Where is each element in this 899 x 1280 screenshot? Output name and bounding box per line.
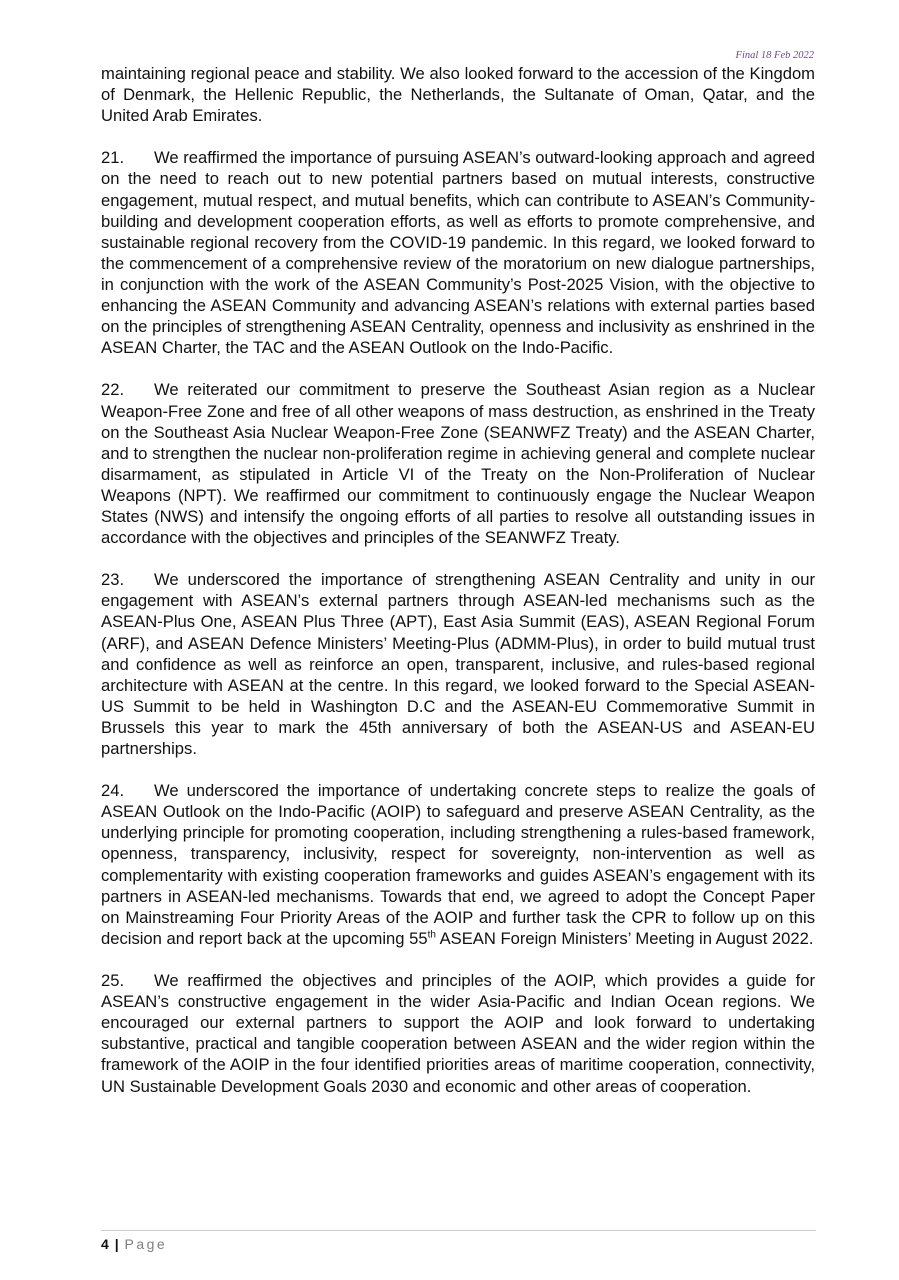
paragraph-21 [101,147,815,358]
paragraph-23 [101,569,815,759]
paragraph-number: 25. [101,971,125,991]
footer-separator: | [114,1236,119,1252]
document-body [101,63,815,1118]
paragraph-text: We reaffirmed the importance of pursuing ASEAN’s outward-looking approach and agreed on the need to reach out to new potential partners based on mutual interests, constructive engagement, mutual respect, and mutual benefits, which can contribute to ASEAN’s Community-building and development cooperation efforts, as well as efforts to promote comprehensive, and sustainable regional recovery from the COVID-19 pandemic. In this regard, we looked forward to the commencement of a comprehensive review of the moratorium on new dialogue partnerships, in conjunction with the work of the ASEAN Community’s Post-2025 Vision, with the objective to enhancing the ASEAN Community and advancing ASEAN’s relations with external parties based on the principles of strengthening ASEAN Centrality, openness and inclusivity as enshrined in the ASEAN Charter, the TAC and the ASEAN Outlook on the Indo-Pacific. [101,148,815,358]
paragraph-22 [101,379,815,548]
paragraph-text: We underscored the importance of strengthening ASEAN Centrality and unity in our engagement with ASEAN’s external partners through ASEAN-led mechanisms such as the ASEAN-Plus One, ASEAN Plus Three (APT), East Asia Summit (EAS), ASEAN Regional Forum (ARF), and ASEAN Defence Ministers’ Meeting-Plus (ADMM-Plus), in order to build mutual trust and confidence as well as reinforce an open, transparent, inclusive, and rules-based regional architecture with ASEAN at the centre. In this regard, we looked forward to the Special ASEAN-US Summit to be held in Washington D.C and the ASEAN-EU Commemorative Summit in Brussels this year to mark the 45th anniversary of both the ASEAN-US and ASEAN-EU partnerships. [101,570,815,758]
paragraph-number: 24. [101,781,125,801]
paragraph-text-continued: ASEAN Foreign Ministers’ Meeting in August 2022. [435,928,814,948]
paragraph-24 [101,780,815,949]
page-footer [101,1236,167,1252]
paragraph-number: 22. [101,380,125,400]
paragraph-text: We underscored the importance of undertaking concrete steps to realize the goals of ASEAN Outlook on the Indo-Pacific (AOIP) to safeguard and preserve ASEAN Centrality, as the underlying principle for promoting cooperation, including strengthening a rules-based framework, openness, transparency, inclusivity, respect for sovereignty, non-intervention as well as complementarity with existing cooperation frameworks and guides ASEAN’s engagement with its partners in ASEAN-led mechanisms. Towards that end, we agreed to adopt the Concept Paper on Mainstreaming Four Priority Areas of the AOIP and further task the CPR to follow up on this decision and report back at the upcoming 55 [101,781,815,948]
continuation-paragraph: maintaining regional peace and stability. We also looked forward to the accession of the Kingdom of Denmark, the Hellenic Republic, the Netherlands, the Sultanate of Oman, Qatar, and the United Arab Emirates. [101,64,815,126]
paragraph-text: We reaffirmed the objectives and principles of the AOIP, which provides a guide for ASEAN’s constructive engagement in the wider Asia-Pacific and Indian Ocean regions. We encouraged our external partners to support the AOIP and look forward to undertaking substantive, practical and tangible cooperation between ASEAN and the wider region within the framework of the AOIP in the four identified priorities areas of maritime cooperation, connectivity, UN Sustainable Development Goals 2030 and economic and other areas of cooperation. [101,971,815,1096]
footer-divider [101,1230,816,1231]
ordinal-superscript: th [427,929,436,941]
paragraph-number: 21. [101,148,125,168]
page-number: 4 [101,1236,109,1252]
page-label: Page [124,1236,168,1252]
paragraph-25 [101,970,815,1097]
draft-version-tag: Final 18 Feb 2022 [735,50,814,61]
paragraph-text: We reiterated our commitment to preserve the Southeast Asian region as a Nuclear Weapon-Free Zone and free of all other weapons of mass destruction, as enshrined in the Treaty on the Southeast Asia Nuclear Weapon-Free Zone (SEANWFZ Treaty) and the ASEAN Charter, and to strengthen the nuclear non-proliferation regime in achieving general and complete nuclear disarmament, as stipulated in Article VI of the Treaty on the Non-Proliferation of Nuclear Weapons (NPT). We reaffirmed our commitment to continuously engage the Nuclear Weapon States (NWS) and intensify the ongoing efforts of all parties to resolve all outstanding issues in accordance with the objectives and principles of the SEANWFZ Treaty. [101,380,815,548]
paragraph-number: 23. [101,570,125,590]
